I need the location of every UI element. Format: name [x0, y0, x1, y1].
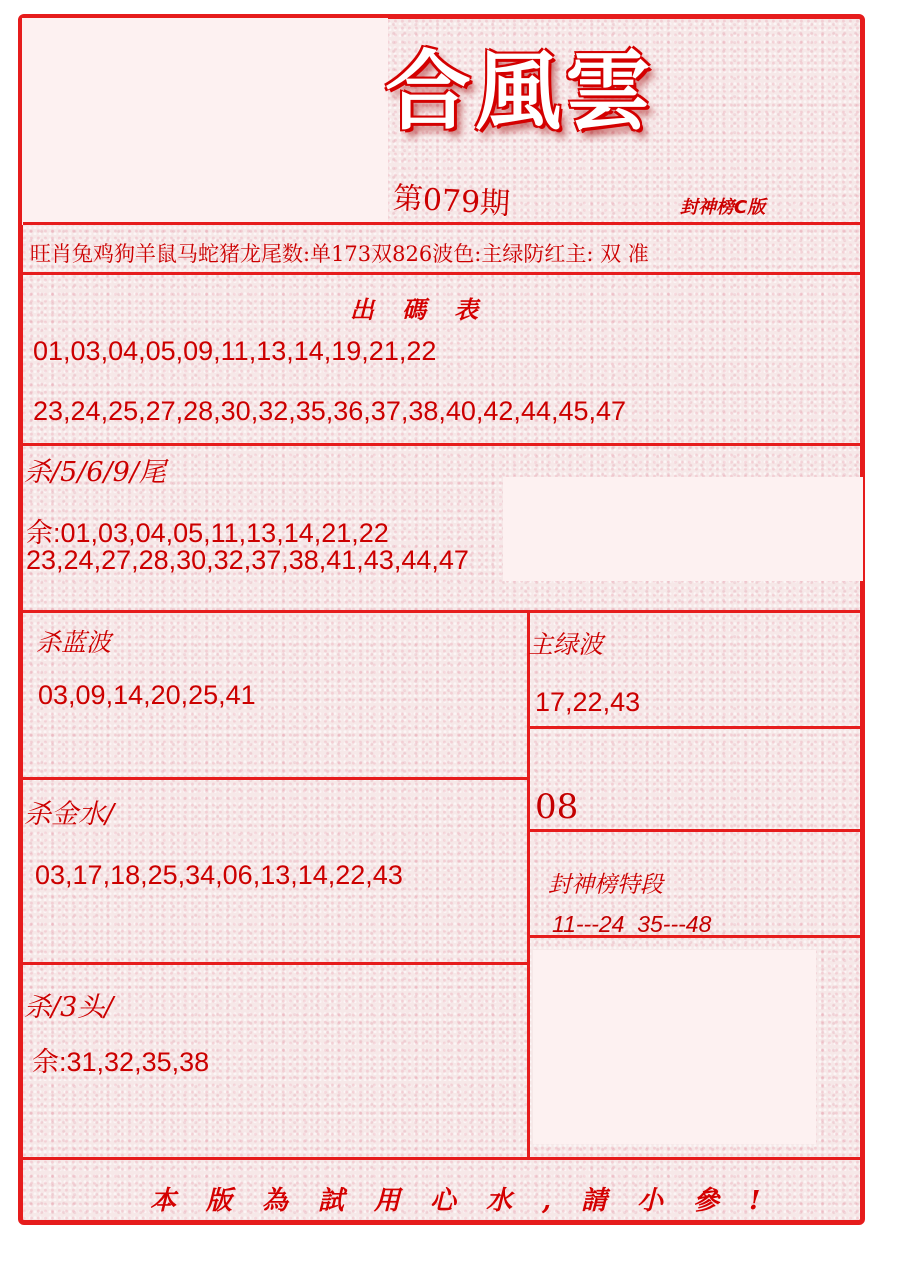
- kill-metal-water-numbers: 03,17,18,25,34,06,13,14,22,43: [35, 860, 403, 890]
- blank-panel-top-left: [22, 18, 388, 225]
- divider-vertical: [527, 612, 530, 1158]
- kill-heads-label: 杀/3头/: [24, 992, 114, 1023]
- special-segment-value: 11---24 35---48: [552, 911, 712, 937]
- draw-table-line-2: 23,24,25,27,28,30,32,35,36,37,38,40,42,44,45,47: [33, 396, 627, 426]
- main-green-label: 主绿波: [528, 630, 604, 659]
- divider-kill-tails: [23, 610, 863, 613]
- kill-tails-line-1: 余:01,03,04,05,11,13,14,21,22: [26, 518, 389, 548]
- blank-panel-bottom-right: [533, 950, 816, 1144]
- blank-panel-middle-right: [503, 477, 863, 581]
- edition-badge: 封神榜C版: [680, 197, 766, 218]
- kill-blue-label: 杀蓝波: [36, 628, 112, 657]
- special-number: 08: [535, 787, 579, 827]
- draw-table-line-1: 01,03,04,05,09,11,13,14,19,21,22: [33, 336, 437, 366]
- headline: 旺肖兔鸡狗羊鼠马蛇猪龙尾数:单173双826波色:主绿防红主: 双 准: [30, 242, 649, 266]
- kill-tails-label: 杀/5/6/9/尾: [24, 457, 166, 488]
- footer-note: 本版為試用心水,請小參!: [150, 1186, 791, 1216]
- kill-heads-numbers: 余:31,32,35,38: [32, 1047, 210, 1077]
- divider-footer: [23, 1157, 863, 1160]
- divider-left-1: [23, 777, 527, 780]
- main-green-numbers: 17,22,43: [535, 687, 641, 717]
- kill-metal-water-label: 杀金水/: [24, 799, 115, 830]
- divider-right-2: [530, 829, 863, 832]
- divider-right-1: [530, 726, 863, 729]
- special-segment-label: 封神榜特段: [548, 872, 663, 898]
- kill-tails-line-2: 23,24,27,28,30,32,37,38,41,43,44,47: [26, 545, 469, 575]
- draw-table-title: 出碼表: [350, 295, 506, 324]
- kill-blue-numbers: 03,09,14,20,25,41: [38, 680, 256, 710]
- divider-header: [23, 222, 863, 225]
- divider-draw-table: [23, 443, 863, 446]
- issue-number: 第079期: [391, 180, 511, 223]
- logo-text: 合風雲: [385, 41, 655, 142]
- divider-headline: [23, 272, 863, 275]
- divider-left-2: [23, 962, 527, 965]
